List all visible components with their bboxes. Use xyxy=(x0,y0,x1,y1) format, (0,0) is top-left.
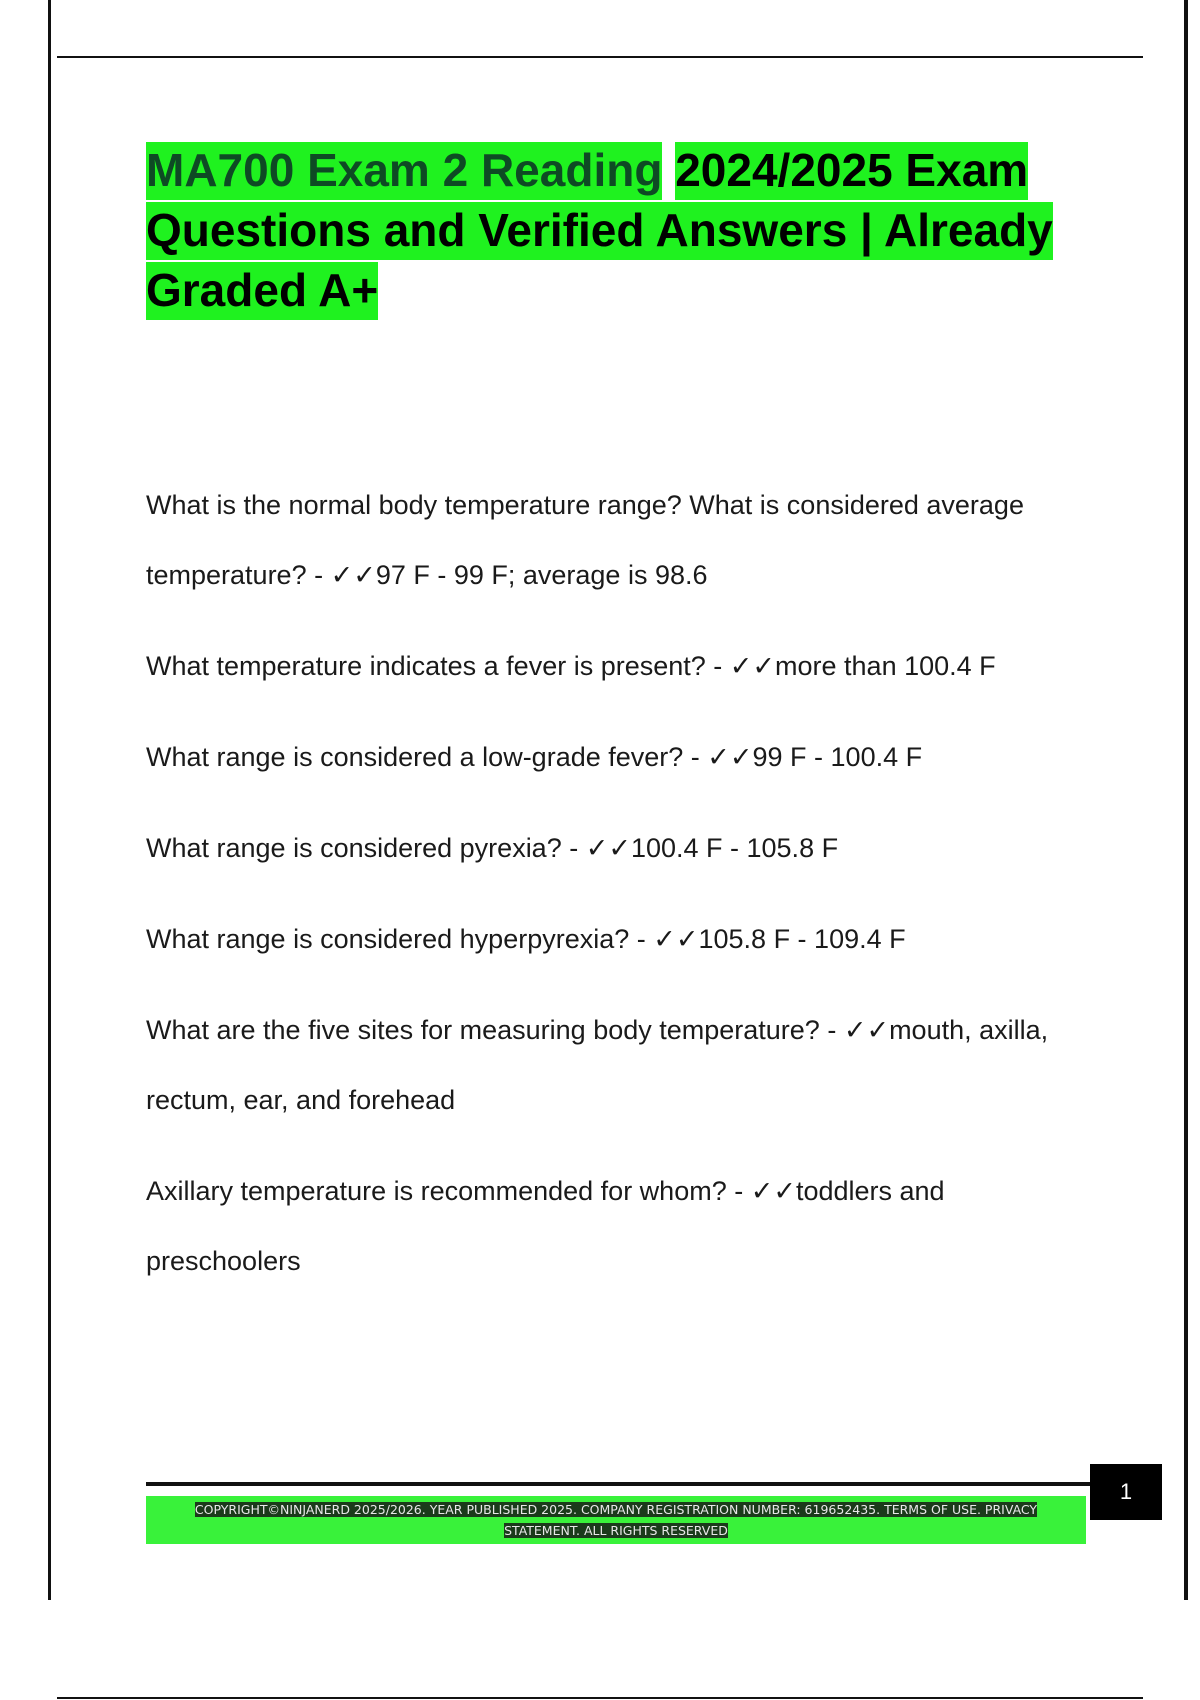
qa-item: Axillary temperature is recommended for whom? - ✓✓toddlers and preschoolers xyxy=(146,1176,945,1276)
qa-item: What range is considered hyperpyrexia? - ✓✓105.8 F - 109.4 F xyxy=(146,924,906,954)
qa-item: What range is considered a low-grade fever? - ✓✓99 F - 100.4 F xyxy=(146,742,923,772)
document-title xyxy=(146,140,1086,320)
qa-item: What temperature indicates a fever is present? - ✓✓more than 100.4 F xyxy=(146,651,996,681)
footer-copyright-bar xyxy=(146,1496,1086,1544)
qa-item: What range is considered pyrexia? - ✓✓100.4 F - 105.8 F xyxy=(146,833,839,863)
qa-list xyxy=(146,470,1106,1317)
qa-item: What are the five sites for measuring body temperature? - ✓✓mouth, axilla, rectum, ear, and forehead xyxy=(146,1015,1049,1115)
page-right-border xyxy=(1184,0,1188,1600)
document-title-part-b: 2024/2025 Exam Questions and Verified Answers | Already Graded A+ xyxy=(146,142,1053,320)
page-left-border xyxy=(48,0,51,1600)
next-page-rule xyxy=(57,1697,1143,1699)
qa-item: What is the normal body temperature range? What is considered average temperature? - ✓✓97 F - 99 F; average is 98.6 xyxy=(146,490,1024,590)
footer-copyright-text: COPYRIGHT©NINJANERD 2025/2026. YEAR PUBLISHED 2025. COMPANY REGISTRATION NUMBER: 619652435. TERMS OF USE. PRIVACY STATEMENT. ALL RIGHTS RESERVED xyxy=(194,1502,1038,1538)
document-title-part-a: MA700 Exam 2 Reading xyxy=(146,142,662,200)
page-number: 1 xyxy=(1090,1464,1162,1520)
header-rule xyxy=(57,56,1143,58)
footer-rule xyxy=(146,1482,1090,1486)
